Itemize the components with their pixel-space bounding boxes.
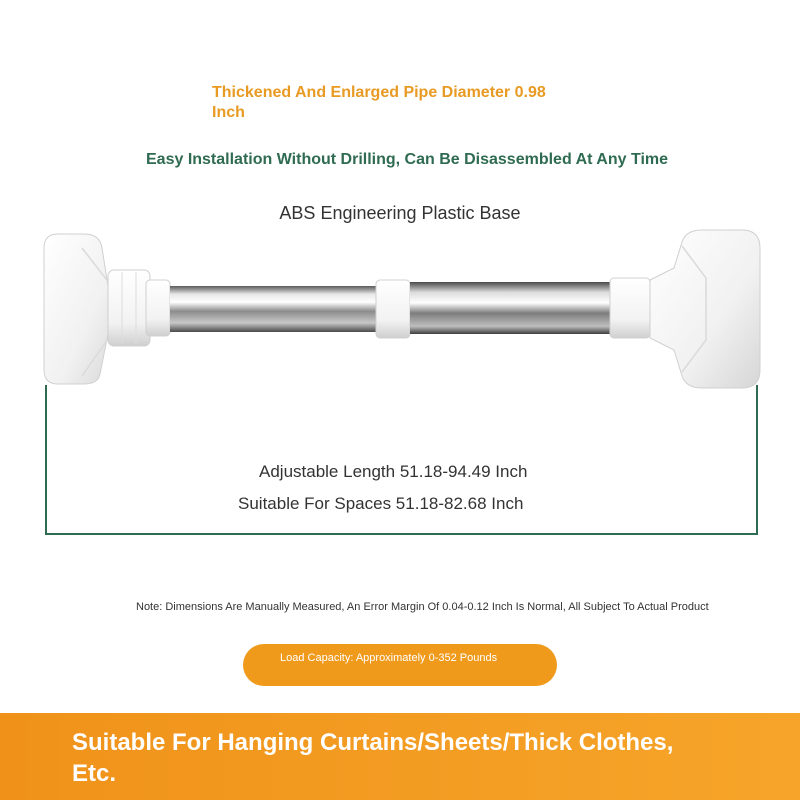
usage-banner-text: Suitable For Hanging Curtains/Sheets/Thick Clothes, Etc.	[72, 729, 674, 787]
left-adjust-nut	[108, 270, 170, 346]
load-capacity-text: Load Capacity: Approximately 0-352 Pounds	[280, 652, 498, 664]
usage-banner	[0, 713, 800, 800]
feature-base: ABS Engineering Plastic Base	[279, 203, 521, 223]
suitable-spaces-label: Suitable For Spaces 51.18-82.68 Inch	[238, 494, 524, 513]
feature-installation: Easy Installation Without Drilling, Can Be Disassembled At Any Time	[146, 151, 669, 168]
tension-rod-image	[38, 226, 768, 396]
left-base-pad	[44, 234, 118, 384]
left-steel-tube	[170, 286, 378, 332]
right-steel-tube	[410, 282, 612, 334]
right-base-pad	[650, 230, 760, 388]
right-collar	[610, 278, 650, 338]
feature-pipe-diameter: Thickened And Enlarged Pipe Diameter 0.98 Inch	[212, 84, 546, 121]
center-joint	[376, 280, 410, 338]
adjustable-length-label: Adjustable Length 51.18-94.49 Inch	[259, 462, 528, 481]
load-capacity-badge	[243, 644, 557, 686]
measurement-note: Note: Dimensions Are Manually Measured, An Error Margin Of 0.04-0.12 Inch Is Normal, All Subject To Actual Product	[136, 601, 709, 613]
